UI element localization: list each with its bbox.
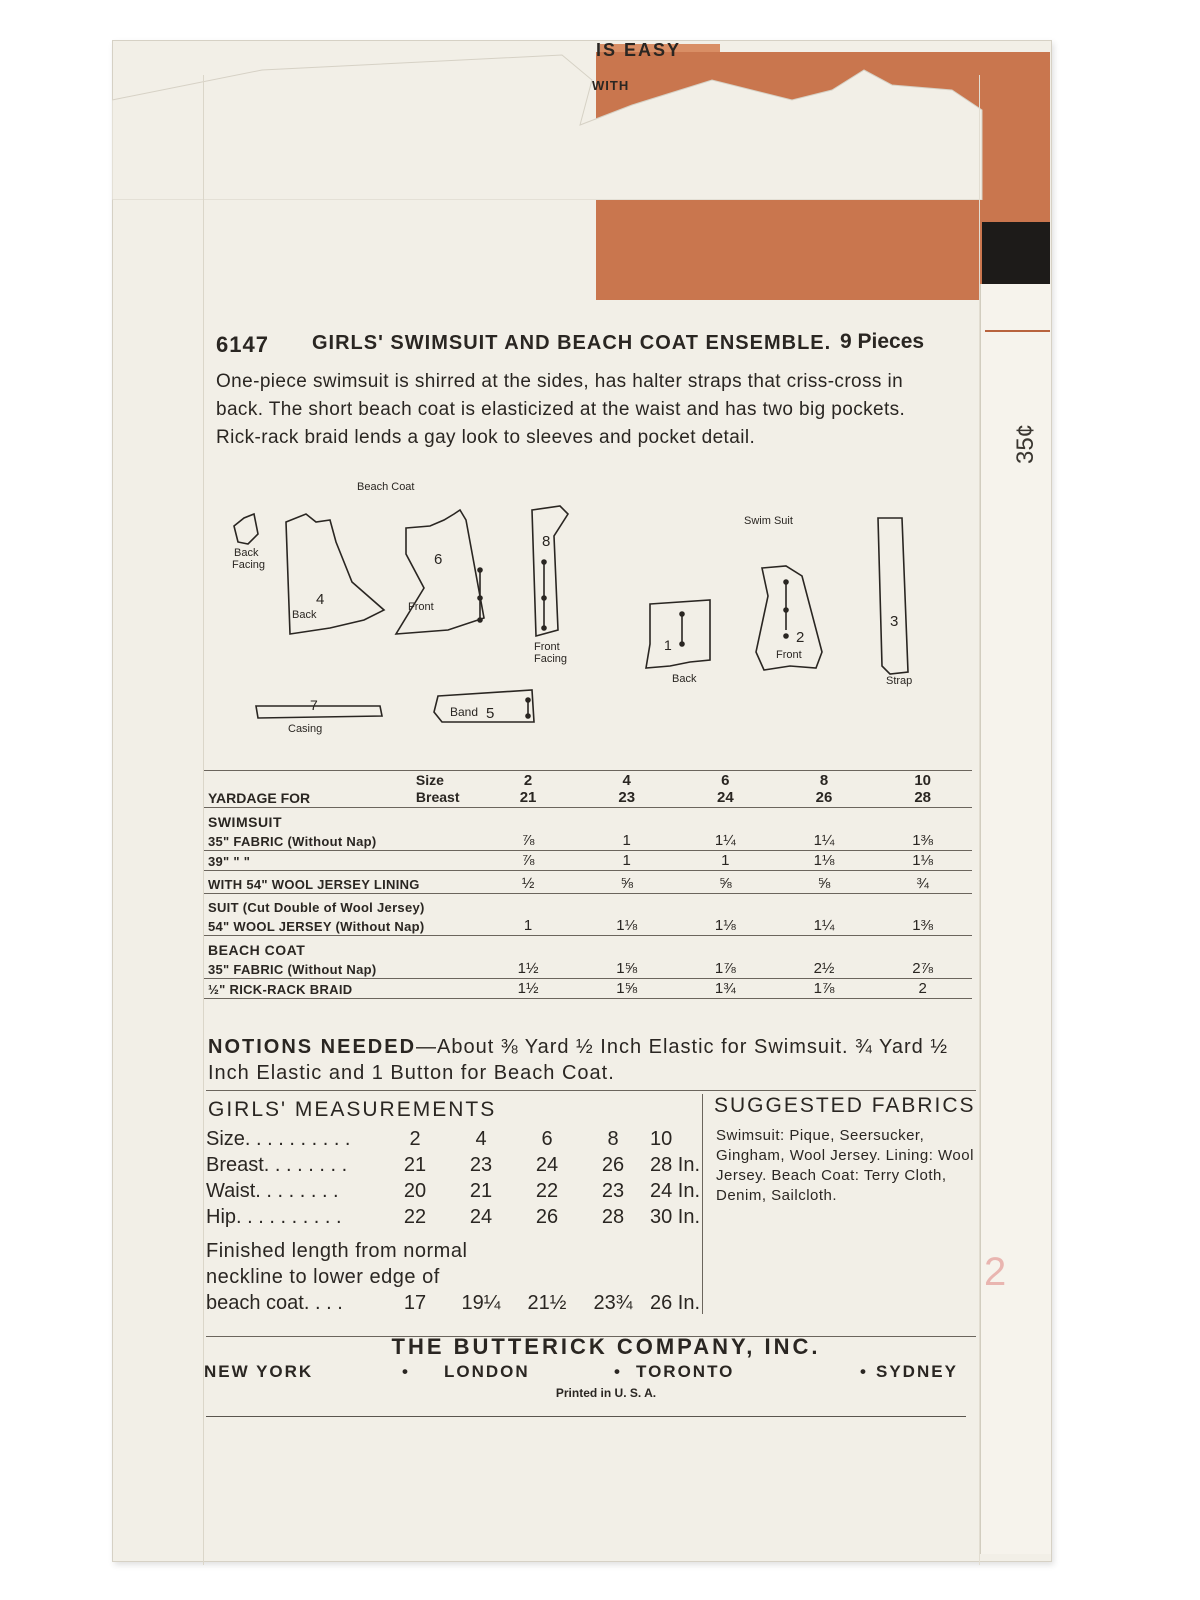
- pattern-pieces: 9 Pieces: [840, 330, 925, 353]
- suggested-fabrics-text: Swimsuit: Pique, Seersucker, Gingham, Wool Jersey. Lining: Wool Jersey. Beach Coat: Terry Cloth, Denim, Sailcloth.: [716, 1127, 974, 1204]
- pattern-title: GIRLS' SWIMSUIT AND BEACH COAT ENSEMBLE.: [312, 332, 832, 354]
- side-strip: [980, 284, 1051, 1554]
- bullet: •: [860, 1362, 868, 1381]
- red-rule: [985, 330, 1050, 332]
- yardage-header-row: [204, 771, 972, 808]
- city-toronto: TORONTO: [636, 1362, 735, 1381]
- back-facing-piece: [234, 514, 258, 544]
- price-label: 35¢: [1012, 423, 1039, 465]
- back-facing-label-2: Facing: [232, 559, 266, 571]
- suit-double-row: SUIT (Cut Double of Wool Jersey): [208, 900, 425, 915]
- bullet: •: [402, 1362, 410, 1381]
- suit-back-piece: [646, 600, 710, 668]
- band-number: 5: [486, 705, 495, 722]
- strap-number: 3: [890, 613, 899, 630]
- size-col-4: 8 26: [775, 771, 874, 808]
- divider: [206, 1416, 966, 1417]
- size-col-3: 6 24: [676, 771, 775, 808]
- suit-back-label: Back: [672, 673, 697, 685]
- table-row: 35" FABRIC (Without Nap) ⅞ 1 1¼ 1¼ 1⅜: [204, 831, 972, 851]
- front-facing-label-1: Front: [534, 641, 560, 653]
- black-band: [982, 222, 1050, 284]
- coat-front-label: Front: [408, 601, 434, 613]
- pattern-description: One-piece swimsuit is shirred at the sides, has halter straps that criss-cross in back. The short beach coat is elasticized at the waist and has two big pockets. Rick-rack braid lends a gay look to sleeves and pocket detail.: [216, 371, 906, 448]
- size-col-2: 4 23: [577, 771, 676, 808]
- top-fragment-text-2: WITH: [592, 78, 630, 93]
- front-facing-piece: [532, 506, 568, 636]
- casing-number: 7: [310, 697, 318, 713]
- pencil-mark: 2: [984, 1250, 1007, 1294]
- strap-piece: [878, 518, 908, 674]
- bullet: •: [614, 1362, 622, 1381]
- swimsuit-label: SWIMSUIT: [208, 814, 282, 830]
- top-fragment-text: IS EASY: [596, 40, 682, 60]
- finished-length-row: [206, 1290, 716, 1316]
- table-row: Breast. . . . . . . . 21 23 24 26 28 In.: [206, 1153, 701, 1176]
- front-facing-label-2: Facing: [534, 653, 568, 665]
- yardage-for-label: YARDAGE FOR: [204, 771, 412, 808]
- city-new-york: NEW YORK: [204, 1362, 314, 1381]
- company-name: THE BUTTERICK COMPANY, INC.: [391, 1334, 821, 1359]
- divider: [206, 1090, 976, 1091]
- coat-front-piece: [396, 510, 484, 634]
- suit-front-number: 2: [796, 629, 805, 646]
- beach-coat-label: Beach Coat: [357, 481, 415, 493]
- table-row: Size. . . . . . . . . . 2 4 6 8 10: [206, 1127, 673, 1150]
- table-row: WITH 54" WOOL JERSEY LINING ½ ⅝ ⅝ ⅝ ¾: [204, 871, 972, 894]
- pattern-number: 6147: [216, 332, 269, 357]
- size-col-5: 10 28: [873, 771, 972, 808]
- city-london: LONDON: [444, 1362, 530, 1381]
- suit-front-label: Front: [776, 649, 802, 661]
- coat-back-label: Back: [292, 609, 317, 621]
- table-row: beach coat. . . . 17 19¼ 21½ 23¾ 26 In.: [206, 1291, 701, 1314]
- notions-needed: [208, 1034, 978, 1086]
- size-col-1: 2 21: [479, 771, 578, 808]
- suggested-fabrics-title: SUGGESTED FABRICS: [714, 1094, 976, 1117]
- band-label: Band: [450, 705, 479, 719]
- table-row: 39" " " ⅞ 1 1 1⅛ 1⅛: [204, 851, 972, 871]
- yardage-table: [204, 770, 972, 999]
- printed-in: Printed in U. S. A.: [555, 1386, 657, 1400]
- size-breast-labels: [412, 771, 479, 808]
- measurements-title: GIRLS' MEASUREMENTS: [208, 1098, 497, 1121]
- measurements-table: [206, 1126, 716, 1230]
- beach-coat-section-label: BEACH COAT: [208, 942, 306, 958]
- table-row: ½" RICK-RACK BRAID 1½ 1⅝ 1¾ 1⅞ 2: [204, 979, 972, 999]
- notions-label: NOTIONS NEEDED: [208, 1036, 417, 1058]
- finished-length-text: Finished length from normal neckline to lower edge of: [206, 1240, 468, 1288]
- table-row: 35" FABRIC (Without Nap) 1½ 1⅝ 1⅞ 2½ 2⅞: [204, 959, 972, 979]
- back-facing-label-1: Back: [234, 547, 259, 559]
- band-piece: [434, 690, 534, 722]
- front-facing-number: 8: [542, 533, 551, 550]
- swimsuit-section-row: [204, 808, 972, 832]
- coat-front-number: 6: [434, 551, 443, 568]
- casing-label: Casing: [288, 723, 323, 735]
- table-row: Hip. . . . . . . . . . 22 24 26 28 30 In.: [206, 1205, 701, 1228]
- swim-suit-label: Swim Suit: [744, 515, 793, 527]
- table-row: 54" WOOL JERSEY (Without Nap) 1 1⅛ 1⅛ 1¼ 1⅜: [204, 916, 972, 936]
- size-label: Size: [415, 772, 444, 788]
- city-sydney: SYDNEY: [876, 1362, 958, 1381]
- casing-piece: [256, 706, 382, 718]
- notions-text: —About ⅜ Yard ½ Inch Elastic for Swimsuit. ¾ Yard ½ Inch Elastic and 1 Button for Beach Coat.: [208, 1036, 948, 1084]
- pattern-pieces-diagram: [220, 470, 980, 740]
- suit-back-number: 1: [664, 637, 672, 653]
- coat-back-number: 4: [316, 591, 325, 608]
- pattern-title-row: [216, 330, 956, 360]
- strap-label: Strap: [886, 675, 913, 687]
- breast-label: Breast: [415, 789, 460, 805]
- beach-coat-section-row: [204, 936, 972, 960]
- table-row: Waist. . . . . . . . 20 21 22 23 24 In.: [206, 1179, 701, 1202]
